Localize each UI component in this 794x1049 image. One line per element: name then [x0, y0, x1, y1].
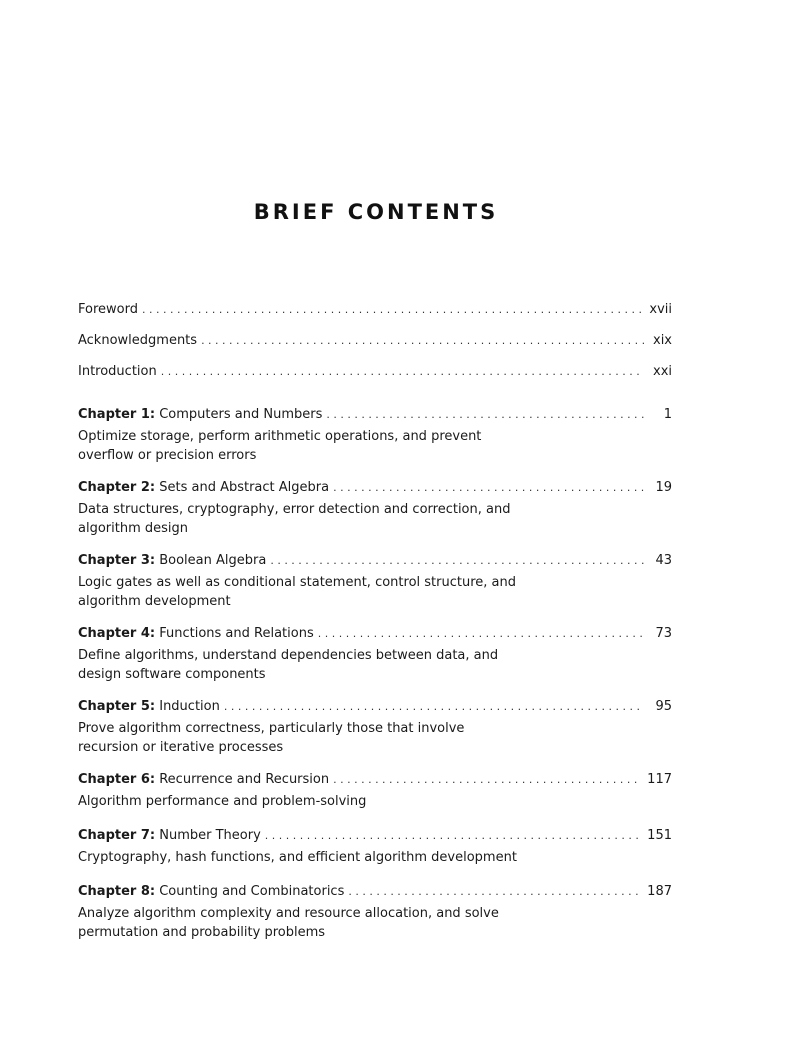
chapter-title: Number Theory — [159, 828, 261, 843]
chapter-number: Chapter 4: — [78, 626, 156, 641]
toc-entry-chapter-8[interactable] — [78, 882, 672, 901]
chapter-title: Induction — [159, 699, 220, 714]
page-number: xix — [653, 333, 672, 348]
dot-leader — [326, 405, 644, 424]
chapter-block-4 — [78, 624, 672, 684]
dot-leader — [333, 478, 644, 497]
chapter-title: Recurrence and Recursion — [159, 772, 330, 787]
toc-entry-chapter-2[interactable] — [78, 478, 672, 497]
dot-leader — [333, 770, 641, 789]
dot-leader — [161, 362, 644, 381]
page-number: xxi — [653, 364, 672, 379]
chapter-description: Logic gates as well as conditional statement, control structure, and algorithm development — [78, 575, 516, 609]
page-number: 43 — [655, 553, 672, 568]
chapter-number: Chapter 7: — [78, 828, 156, 843]
chapter-description: Cryptography, hash functions, and efficient algorithm development — [78, 850, 517, 865]
entry-label: Introduction — [78, 364, 157, 379]
chapter-number: Chapter 6: — [78, 772, 156, 787]
chapter-number: Chapter 8: — [78, 884, 156, 899]
chapter-title: Counting and Combinatorics — [159, 884, 345, 899]
dot-leader — [348, 882, 641, 901]
chapter-description: Prove algorithm correctness, particularly those that involve recursion or iterative processes — [78, 721, 465, 755]
toc-entry-chapter-6[interactable] — [78, 770, 672, 789]
chapter-title: Boolean Algebra — [159, 553, 267, 568]
chapter-title: Functions and Relations — [159, 626, 314, 641]
page-number: 117 — [647, 772, 672, 787]
chapter-block-6 — [78, 770, 672, 811]
dot-leader — [201, 331, 644, 350]
chapter-description: Optimize storage, perform arithmetic operations, and prevent overflow or precision errors — [78, 429, 482, 463]
page-number: 73 — [655, 626, 672, 641]
dot-leader — [224, 697, 644, 716]
chapter-description: Define algorithms, understand dependencies between data, and design software components — [78, 648, 499, 682]
chapter-number: Chapter 5: — [78, 699, 156, 714]
dot-leader — [318, 624, 644, 643]
toc-entry-foreword[interactable] — [78, 300, 672, 319]
dot-leader — [265, 826, 641, 845]
toc-entry-chapter-1[interactable] — [78, 405, 672, 424]
chapter-block-8 — [78, 882, 672, 942]
chapter-block-7 — [78, 826, 672, 867]
dot-leader — [270, 551, 644, 570]
chapter-block-2 — [78, 478, 672, 538]
toc-entry-chapter-5[interactable] — [78, 697, 672, 716]
toc-entry-introduction[interactable] — [78, 362, 672, 381]
page-number: 151 — [647, 828, 672, 843]
page-number: 19 — [655, 480, 672, 495]
chapter-title: Computers and Numbers — [159, 407, 323, 422]
chapter-description: Data structures, cryptography, error detection and correction, and algorithm design — [78, 502, 511, 536]
chapter-number: Chapter 2: — [78, 480, 156, 495]
chapter-number: Chapter 1: — [78, 407, 156, 422]
chapter-title: Sets and Abstract Algebra — [159, 480, 330, 495]
toc-entry-chapter-3[interactable] — [78, 551, 672, 570]
chapter-block-1 — [78, 405, 672, 465]
page-number: 187 — [647, 884, 672, 899]
page-number: 95 — [655, 699, 672, 714]
toc-entry-chapter-4[interactable] — [78, 624, 672, 643]
chapter-block-3 — [78, 551, 672, 611]
dot-leader — [142, 300, 643, 319]
page-number: 1 — [663, 407, 672, 422]
entry-label: Foreword — [78, 302, 138, 317]
page-number: xvii — [649, 302, 672, 317]
chapter-number: Chapter 3: — [78, 553, 156, 568]
table-of-contents — [78, 300, 672, 955]
entry-label: Acknowledgments — [78, 333, 198, 348]
chapter-description: Algorithm performance and problem-solving — [78, 794, 367, 809]
chapter-block-5 — [78, 697, 672, 757]
toc-entry-chapter-7[interactable] — [78, 826, 672, 845]
toc-entry-acknowledgments[interactable] — [78, 331, 672, 350]
chapter-description: Analyze algorithm complexity and resource allocation, and solve permutation and probability problems — [78, 906, 499, 940]
page-title: BRIEF CONTENTS — [253, 200, 499, 224]
